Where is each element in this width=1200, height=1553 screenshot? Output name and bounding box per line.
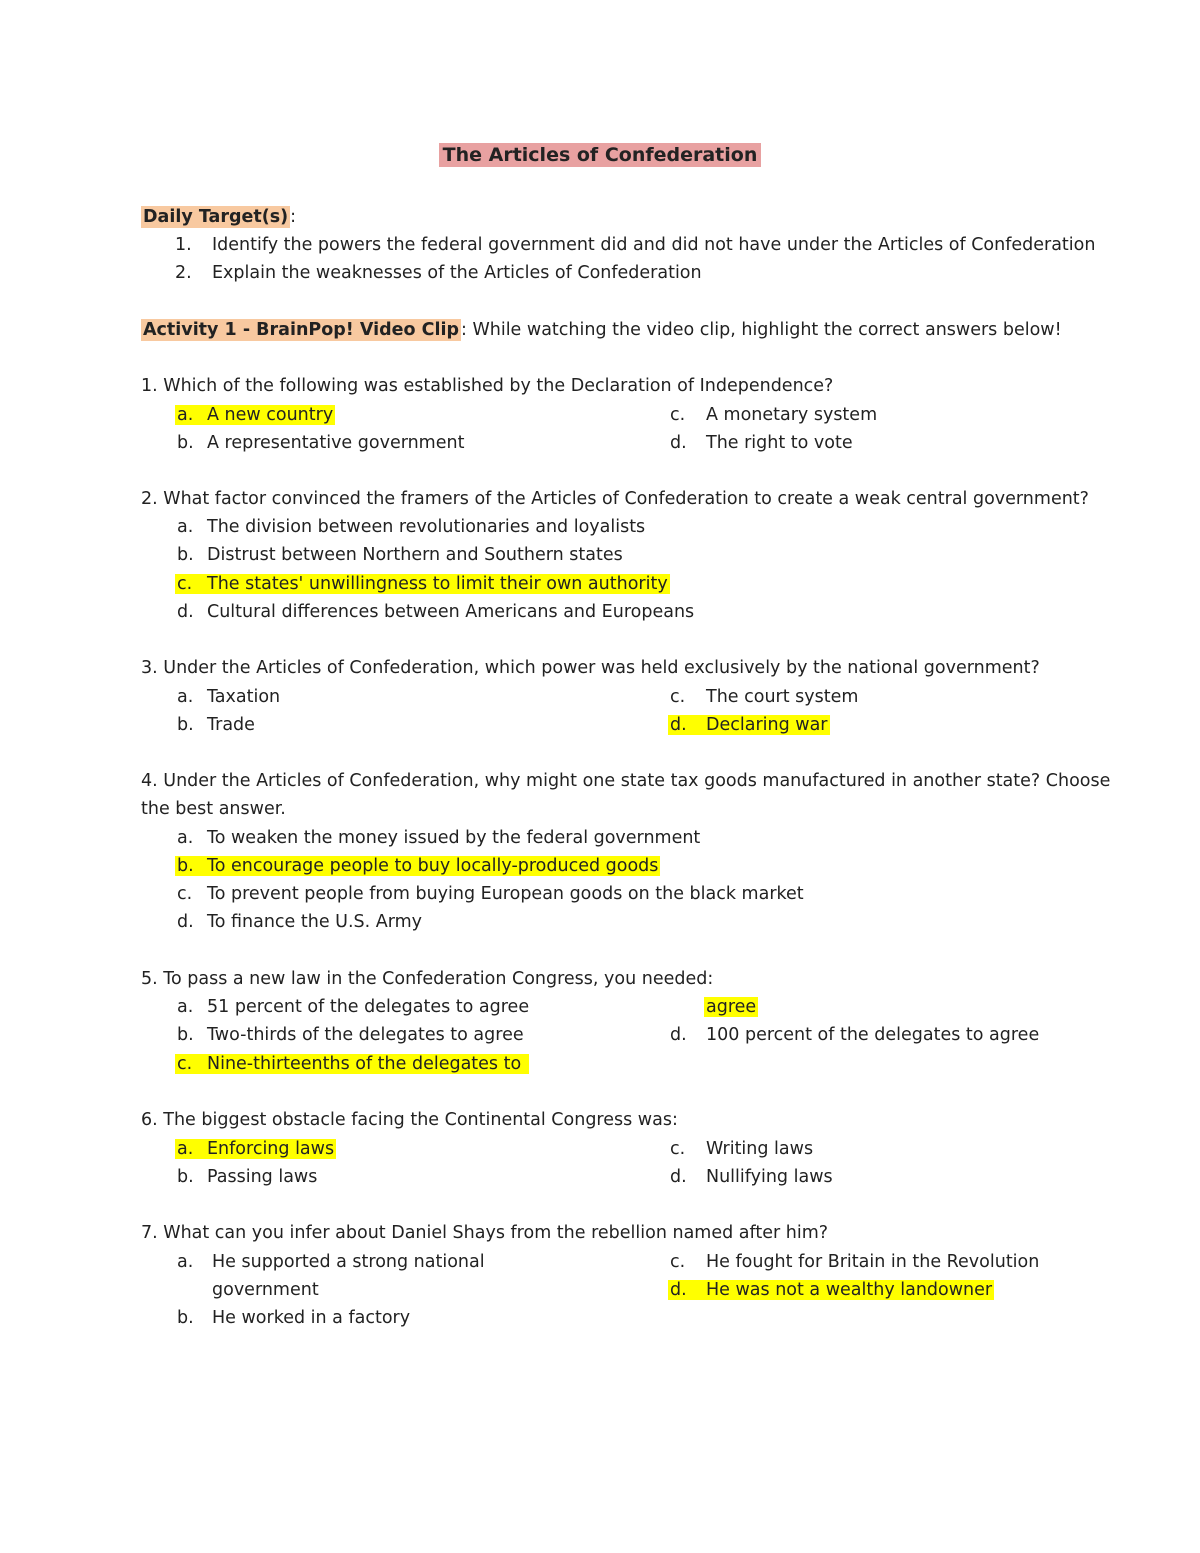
option-text: To encourage people to buy locally-produced goods xyxy=(207,856,659,876)
answer-option[interactable] xyxy=(670,685,858,709)
option-text: Cultural differences between Americans and Europeans xyxy=(207,602,695,622)
daily-target-item xyxy=(175,233,1095,257)
activity-instruction: : While watching the video clip, highlight the correct answers below! xyxy=(460,320,1062,340)
answer-option[interactable] xyxy=(177,1023,524,1047)
daily-target-heading xyxy=(141,205,296,229)
answer-option[interactable] xyxy=(177,882,804,906)
answer-option[interactable] xyxy=(670,1137,813,1161)
option-letter: c. xyxy=(670,1252,686,1272)
answer-option[interactable] xyxy=(177,685,280,709)
question-prompt: 1. Which of the following was established by the Declaration of Independence? xyxy=(141,376,834,396)
answer-option[interactable] xyxy=(175,854,660,878)
answer-option[interactable] xyxy=(670,1023,1039,1047)
option-text: Passing laws xyxy=(207,1167,318,1187)
option-letter: b. xyxy=(177,1308,194,1328)
question-prompt: 2. What factor convinced the framers of the Articles of Confederation to create a weak central government? xyxy=(141,489,1089,509)
answer-option[interactable] xyxy=(668,713,830,737)
option-text: To prevent people from buying European goods on the black market xyxy=(207,884,804,904)
option-letter: a. xyxy=(177,687,194,707)
option-text: Distrust between Northern and Southern states xyxy=(207,545,623,565)
activity-heading xyxy=(141,318,1062,342)
option-text: He was not a wealthy landowner xyxy=(706,1280,993,1300)
option-text: He fought for Britain in the Revolution xyxy=(706,1252,1040,1272)
answer-option[interactable] xyxy=(668,1278,994,1302)
option-letter: c. xyxy=(177,1054,193,1074)
answer-option[interactable] xyxy=(177,826,700,850)
option-text: A representative government xyxy=(207,433,465,453)
option-letter: a. xyxy=(177,517,194,537)
option-text: Nullifying laws xyxy=(706,1167,833,1187)
question-prompt: 3. Under the Articles of Confederation, which power was held exclusively by the national government? xyxy=(141,658,1040,678)
daily-target-text: Explain the weaknesses of the Articles of Confederation xyxy=(212,263,702,283)
option-letter: b. xyxy=(177,715,194,735)
option-letter: a. xyxy=(177,828,194,848)
question-prompt: 7. What can you infer about Daniel Shays from the rebellion named after him? xyxy=(141,1223,829,1243)
option-text: Declaring war xyxy=(706,715,828,735)
option-letter: a. xyxy=(177,1252,194,1272)
option-letter: c. xyxy=(177,574,193,594)
question-prompt: 6. The biggest obstacle facing the Continental Congress was: xyxy=(141,1110,678,1130)
daily-target-num: 2. xyxy=(175,263,192,283)
answer-option[interactable] xyxy=(177,515,645,539)
option-letter: a. xyxy=(177,405,194,425)
answer-option[interactable] xyxy=(175,403,335,427)
option-letter: d. xyxy=(670,715,687,735)
answer-option[interactable] xyxy=(670,1165,833,1189)
answer-option[interactable] xyxy=(175,1052,529,1076)
option-text: 100 percent of the delegates to agree xyxy=(706,1025,1040,1045)
option-text: To finance the U.S. Army xyxy=(207,912,423,932)
option-letter: c. xyxy=(670,405,686,425)
option-text: Enforcing laws xyxy=(207,1139,335,1159)
daily-target-colon: : xyxy=(290,207,297,227)
option-letter: b. xyxy=(177,545,194,565)
answer-option[interactable] xyxy=(670,431,853,455)
page-title-text: The Articles of Confederation xyxy=(439,143,762,167)
option-letter: a. xyxy=(177,997,194,1017)
answer-option-continuation[interactable] xyxy=(212,1278,319,1302)
option-letter: b. xyxy=(177,856,194,876)
option-letter: b. xyxy=(177,1167,194,1187)
page-title xyxy=(0,143,1200,167)
option-text: Writing laws xyxy=(706,1139,814,1159)
answer-option[interactable] xyxy=(670,1250,1039,1274)
activity-label: Activity 1 - BrainPop! Video Clip xyxy=(143,320,459,340)
daily-target-item xyxy=(175,261,702,285)
option-letter: d. xyxy=(177,912,194,932)
option-letter: a. xyxy=(177,1139,194,1159)
option-letter: d. xyxy=(670,1280,687,1300)
option-text: The division between revolutionaries and loyalists xyxy=(207,517,646,537)
option-text: The right to vote xyxy=(706,433,853,453)
option-text: Nine-thirteenths of the delegates to xyxy=(207,1054,522,1074)
option-text: The states' unwillingness to limit their own authority xyxy=(207,574,668,594)
answer-option[interactable] xyxy=(175,572,670,596)
answer-option[interactable] xyxy=(175,1137,336,1161)
answer-option[interactable] xyxy=(177,995,529,1019)
question-prompt-cont: the best answer. xyxy=(141,799,286,819)
option-letter: b. xyxy=(177,1025,194,1045)
option-letter: d. xyxy=(670,1025,687,1045)
option-text: A monetary system xyxy=(706,405,878,425)
option-text: He worked in a factory xyxy=(212,1308,411,1328)
daily-target-text: Identify the powers the federal government did and did not have under the Articles of Confederation xyxy=(212,235,1096,255)
answer-option[interactable] xyxy=(177,600,694,624)
option-letter: c. xyxy=(670,687,686,707)
option-letter: d. xyxy=(177,602,194,622)
answer-option-continuation[interactable] xyxy=(704,995,758,1019)
answer-option[interactable] xyxy=(670,403,877,427)
option-text: To weaken the money issued by the federal government xyxy=(207,828,701,848)
option-text: He supported a strong national xyxy=(212,1252,485,1272)
answer-option[interactable] xyxy=(177,713,255,737)
question-prompt: 4. Under the Articles of Confederation, why might one state tax goods manufactured in another state? Choose xyxy=(141,771,1111,791)
option-text: agree xyxy=(706,997,757,1017)
option-letter: b. xyxy=(177,433,194,453)
option-text: 51 percent of the delegates to agree xyxy=(207,997,530,1017)
daily-target-num: 1. xyxy=(175,235,192,255)
daily-target-label: Daily Target(s) xyxy=(143,207,289,227)
option-letter: d. xyxy=(670,433,687,453)
option-text: The court system xyxy=(706,687,859,707)
option-text: Taxation xyxy=(207,687,281,707)
question-prompt: 5. To pass a new law in the Confederation Congress, you needed: xyxy=(141,969,714,989)
answer-option[interactable] xyxy=(177,910,422,934)
option-letter: c. xyxy=(177,884,193,904)
option-letter: c. xyxy=(670,1139,686,1159)
answer-option[interactable] xyxy=(177,1165,317,1189)
answer-option[interactable] xyxy=(177,1250,485,1274)
option-text: Two-thirds of the delegates to agree xyxy=(207,1025,524,1045)
option-text: government xyxy=(212,1280,319,1300)
option-text: Trade xyxy=(207,715,255,735)
answer-option[interactable] xyxy=(177,431,464,455)
option-text: A new country xyxy=(207,405,334,425)
option-letter: d. xyxy=(670,1167,687,1187)
answer-option[interactable] xyxy=(177,1306,410,1330)
answer-option[interactable] xyxy=(177,543,623,567)
